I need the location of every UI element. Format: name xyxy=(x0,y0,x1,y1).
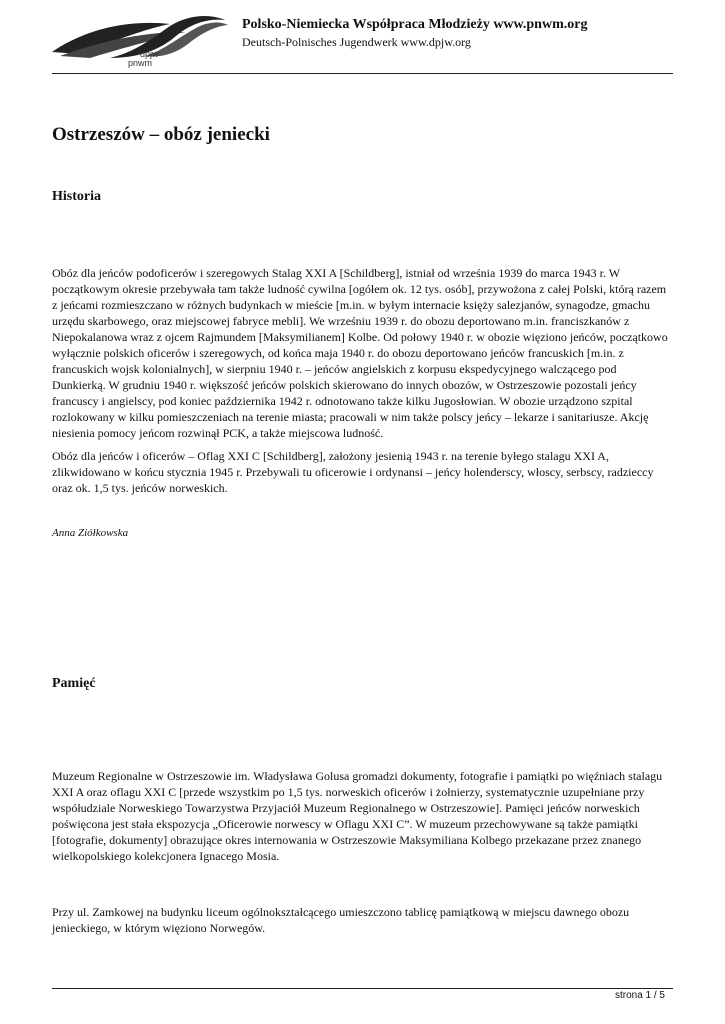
text-line: początkowym okresie przebywała tam także ludność cywilna [ogółem ok. 12 tys. osób], przywożona z całej Polski, którą razem xyxy=(52,282,667,296)
header-subtitle: Deutsch-Polnisches Jugendwerk www.dpjw.org xyxy=(242,35,471,49)
text-line: wyłącznie polskich oficerów i szeregowych, od końca maja 1940 r. do obozu deportowano jeńców francuskich [m.in. z xyxy=(52,346,624,360)
text-line: [fotografie, dokumenty] obrazujące okres internowania w Ostrzeszowie Maksymiliana Kolbego przekazane przez znanego xyxy=(52,833,642,847)
author-signature: Anna Ziółkowska xyxy=(52,527,129,539)
text-line: współudziale Norweskiego Towarzystwa Przyjaciół Muzeum Regionalnego w Ostrzeszowie]. Pamięci jeńców norweskich xyxy=(52,801,640,815)
text-line: poświęcona jest stała ekspozycja „Oficerowie norwescy w Oflagu XXI C”. W muzeum przechowywane są także pamiątki xyxy=(52,817,639,831)
header-title: Polsko-Niemiecka Współpraca Młodzieży www.pnwm.org xyxy=(242,17,588,32)
logo-text-dpjw: dpjw xyxy=(140,49,159,59)
footer-divider xyxy=(52,988,673,989)
text-line: Obóz dla jeńców i oficerów – Oflag XXI C [Schildberg], założony jesienią 1943 r. na terenie byłego stalagu XXI A, xyxy=(52,449,609,463)
logo-text-pnwm: pnwm xyxy=(128,58,153,68)
text-line: jenieckiego, w którym więziono Norwegów. xyxy=(52,921,266,935)
text-line: XXI A oraz oflagu XXI C [przede wszystkim po 1,5 tys. norweskich oficerów i żołnierzy, systematycznie uzupełniane przy xyxy=(52,785,645,799)
text-line: Muzeum Regionalne w Ostrzeszowie im. Władysława Golusa gromadzi dokumenty, fotografie i pamiątki po więźniach stalagu xyxy=(52,769,663,783)
text-line: Niepokalanowa wraz z ojcem Rajmundem [Maksymilianem] Kolbe. Od połowy 1940 r. w obozie więziono jeńców, początkowo xyxy=(52,330,668,344)
text-line: Dunkierką. W grudniu 1940 r. większość jeńców polskich skierowano do innych obozów, w Ostrzeszowie pozostali jeńcy xyxy=(52,378,637,392)
text-line: zlikwidowano w końcu stycznia 1945 r. Przebywali tu oficerowie i ordynansi – jeńcy holenderscy, włoscy, serbscy, radzieccy xyxy=(52,465,654,479)
page-title: Ostrzeszów – obóz jeniecki xyxy=(52,124,270,145)
pnwm-logo xyxy=(50,8,230,70)
historia-paragraph-2 xyxy=(52,448,682,496)
text-line: francuscy i angielscy, pod koniec października 1942 r. odnotowano także kilku Jugosłowian. W obozie urządzono szpital xyxy=(52,394,633,408)
text-line: rozlokowany w kilku pomieszczeniach na terenie miasta; pracowali w nim także polscy jeńcy – lekarze i sanitariusze. Akcję xyxy=(52,410,649,424)
text-line: urzędu skarbowego, oraz miejscowej fabryce mebli]. We wrześniu 1939 r. do obozu deportowano m.in. franciszkanów z xyxy=(52,314,630,328)
text-line: z jeńcami rozmieszczano w różnych budynkach w mieście [m.in. w byłym internacie księży salezjanów, synagodze, gmachu xyxy=(52,298,651,312)
text-line: oraz ok. 1,5 tys. jeńców norweskich. xyxy=(52,481,228,495)
pamiec-paragraph-2 xyxy=(52,904,682,936)
pamiec-paragraph-1 xyxy=(52,768,682,864)
historia-paragraph-1 xyxy=(52,265,682,441)
header-divider xyxy=(52,73,673,74)
text-line: francuskich wojsk kolonialnych], w sierpniu 1940 r. – jeńców angielskich z korpusu ekspedycyjnego walczącego pod xyxy=(52,362,617,376)
text-line: wielkopolskiego kolekcjonera Ignacego Mosia. xyxy=(52,849,280,863)
text-line: Obóz dla jeńców podoficerów i szeregowych Stalag XXI A [Schildberg], istniał od września 1939 do marca 1943 r. W xyxy=(52,266,621,280)
section-heading-historia: Historia xyxy=(52,189,101,204)
text-line: Przy ul. Zamkowej na budynku liceum ogólnokształcącego umieszczono tablicę pamiątkową w miejscu dawnego obozu xyxy=(52,905,630,919)
text-line: niesienia pomocy jeńcom rozwinął PCK, a także miejscowa ludność. xyxy=(52,426,384,440)
section-heading-pamiec: Pamięć xyxy=(52,676,96,691)
page-number: strona 1 / 5 xyxy=(614,990,665,1001)
